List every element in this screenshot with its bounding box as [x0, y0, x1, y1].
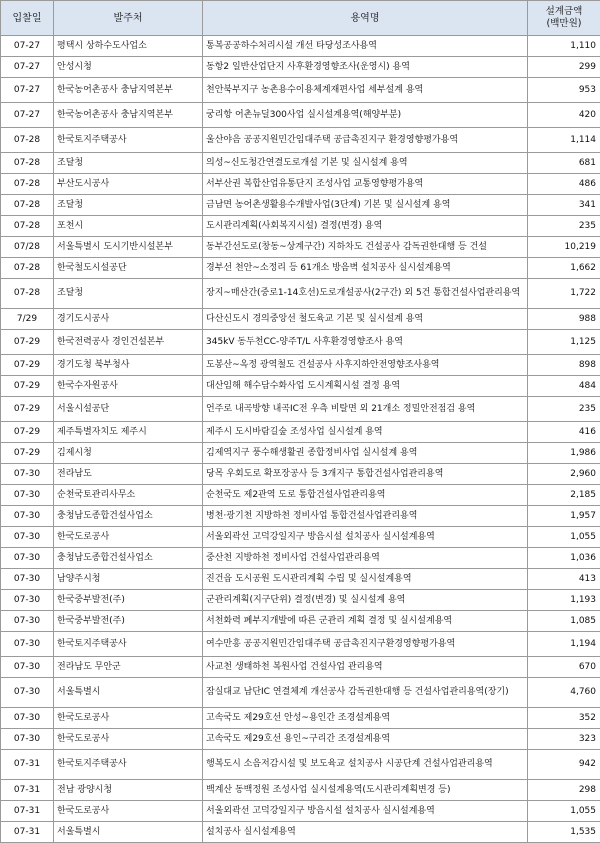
cell-date: 07-28 — [1, 174, 54, 195]
cell-date: 07-31 — [1, 780, 54, 801]
table-row — [1, 174, 600, 195]
cell-org: 한국전력공사 경인건설본부 — [54, 330, 203, 355]
cell-name: 잠실대교 남단IC 연결체계 개선공사 감독권한대행 등 건설사업관리용역(장기) — [203, 678, 528, 708]
cell-date: 07-30 — [1, 569, 54, 590]
table-row — [1, 128, 600, 153]
cell-name: 345kV 동두천CC-양주T/L 사후환경영향조사 용역 — [203, 330, 528, 355]
cell-name: 도봉산~옥정 광역철도 건설공사 사후지하안전영향조사용역 — [203, 355, 528, 376]
cell-date: 07-27 — [1, 78, 54, 103]
table-row — [1, 355, 600, 376]
table-row — [1, 464, 600, 485]
cell-date: 07-30 — [1, 708, 54, 729]
cell-org: 한국도로공사 — [54, 708, 203, 729]
cell-amount: 953 — [528, 78, 600, 103]
cell-name: 도시관리계획(사회복지시설) 결정(변경) 용역 — [203, 216, 528, 237]
cell-name: 서울외곽선 고덕강일지구 방음시설 설치공사 실시설계용역 — [203, 801, 528, 822]
cell-org: 한국수자원공사 — [54, 376, 203, 397]
cell-amount: 299 — [528, 57, 600, 78]
cell-org: 전라남도 — [54, 464, 203, 485]
cell-amount: 1,110 — [528, 36, 600, 57]
cell-org: 한국중부발전(주) — [54, 590, 203, 611]
cell-org: 서울특별시 — [54, 678, 203, 708]
cell-amount: 1,194 — [528, 632, 600, 657]
cell-amount: 298 — [528, 780, 600, 801]
cell-org: 남양주시청 — [54, 569, 203, 590]
cell-org: 경기도청 북부청사 — [54, 355, 203, 376]
cell-name: 행복도시 소음저감시설 및 보도육교 설치공사 시공단계 건설사업관리용역 — [203, 750, 528, 780]
cell-amount: 2,960 — [528, 464, 600, 485]
cell-amount: 1,036 — [528, 548, 600, 569]
table-row — [1, 216, 600, 237]
cell-date: 07-27 — [1, 36, 54, 57]
cell-date: 07-30 — [1, 678, 54, 708]
cell-date: 07-30 — [1, 464, 54, 485]
table-row — [1, 729, 600, 750]
cell-name: 설치공사 실시설계용역 — [203, 822, 528, 843]
cell-name: 군관리계획(지구단위) 결정(변경) 및 실시설계 용역 — [203, 590, 528, 611]
cell-amount: 1,055 — [528, 801, 600, 822]
table-row — [1, 103, 600, 128]
cell-name: 장지~매산간(중로1-14호선)도로개설공사(2구간) 외 5건 통합건설사업관리용역 — [203, 279, 528, 309]
cell-amount: 2,185 — [528, 485, 600, 506]
cell-amount: 670 — [528, 657, 600, 678]
cell-org: 조달청 — [54, 279, 203, 309]
cell-org: 조달청 — [54, 153, 203, 174]
table-row — [1, 309, 600, 330]
table-row — [1, 376, 600, 397]
cell-org: 한국토지주택공사 — [54, 128, 203, 153]
cell-amount: 4,760 — [528, 678, 600, 708]
cell-name: 고속국도 제29호선 안성~용인간 조경설계용역 — [203, 708, 528, 729]
cell-date: 07-30 — [1, 590, 54, 611]
table-row — [1, 397, 600, 422]
table-row — [1, 485, 600, 506]
cell-date: 07-30 — [1, 611, 54, 632]
cell-name: 다산신도시 경의중앙선 철도육교 기본 및 실시설계 용역 — [203, 309, 528, 330]
cell-date: 07-30 — [1, 729, 54, 750]
table-row — [1, 590, 600, 611]
cell-name: 동부간선도로(창동~상계구간) 지하차도 건설공사 감독권한대행 등 건설 — [203, 237, 528, 258]
cell-amount: 1,957 — [528, 506, 600, 527]
cell-amount: 1,125 — [528, 330, 600, 355]
cell-name: 동항2 일반산업단지 사후환경영향조사(운영시) 용역 — [203, 57, 528, 78]
table-row — [1, 780, 600, 801]
cell-amount: 323 — [528, 729, 600, 750]
cell-amount: 1,986 — [528, 443, 600, 464]
cell-name: 천안북부지구 농촌용수이용체계재편사업 세부설계 용역 — [203, 78, 528, 103]
cell-date: 07-30 — [1, 485, 54, 506]
cell-org: 부산도시공사 — [54, 174, 203, 195]
cell-amount: 1,722 — [528, 279, 600, 309]
cell-date: 07-30 — [1, 657, 54, 678]
cell-date: 07-28 — [1, 258, 54, 279]
cell-amount: 681 — [528, 153, 600, 174]
cell-name: 사교천 생태하천 복원사업 건설사업 관리용역 — [203, 657, 528, 678]
cell-date: 07-30 — [1, 506, 54, 527]
cell-date: 07-31 — [1, 750, 54, 780]
cell-name: 금남면 농어촌생활용수개발사업(3단계) 기본 및 실시설계 용역 — [203, 195, 528, 216]
cell-org: 한국중부발전(주) — [54, 611, 203, 632]
cell-org: 한국도로공사 — [54, 801, 203, 822]
cell-date: 07-29 — [1, 397, 54, 422]
cell-date: 07-27 — [1, 103, 54, 128]
cell-org: 한국도로공사 — [54, 527, 203, 548]
header-date: 입찰일 — [1, 1, 54, 36]
cell-name: 궁리항 어촌뉴딜300사업 실시설계용역(해양부분) — [203, 103, 528, 128]
table-row — [1, 569, 600, 590]
cell-date: 07-28 — [1, 128, 54, 153]
table-row — [1, 548, 600, 569]
cell-name: 백계산 동백정원 조성사업 실시설계용역(도시관리계획변경 등) — [203, 780, 528, 801]
cell-org: 한국토지주택공사 — [54, 750, 203, 780]
cell-date: 07-27 — [1, 57, 54, 78]
table-row — [1, 57, 600, 78]
cell-org: 안성시청 — [54, 57, 203, 78]
cell-date: 07-29 — [1, 422, 54, 443]
table-row — [1, 657, 600, 678]
table-row — [1, 422, 600, 443]
cell-amount: 942 — [528, 750, 600, 780]
cell-amount: 484 — [528, 376, 600, 397]
cell-name: 고속국도 제29호선 용인~구리간 조경설계용역 — [203, 729, 528, 750]
cell-name: 대산임해 해수담수화사업 도시계획시설 결정 용역 — [203, 376, 528, 397]
cell-amount: 1,662 — [528, 258, 600, 279]
cell-name: 서울외곽선 고덕강일지구 방음시설 설치공사 실시설계용역 — [203, 527, 528, 548]
cell-amount: 235 — [528, 216, 600, 237]
cell-name: 순천국도 제2관역 도로 통합건설사업관리용역 — [203, 485, 528, 506]
header-row — [1, 1, 600, 36]
header-amount — [528, 1, 600, 36]
cell-org: 전남 광양시청 — [54, 780, 203, 801]
cell-name: 경부선 천안~소정리 등 61개소 방음벽 설치공사 실시설계용역 — [203, 258, 528, 279]
cell-date: 07-29 — [1, 330, 54, 355]
cell-amount: 1,535 — [528, 822, 600, 843]
cell-org: 한국농어촌공사 충남지역본부 — [54, 78, 203, 103]
cell-org: 한국도로공사 — [54, 729, 203, 750]
header-org: 발주처 — [54, 1, 203, 36]
cell-org: 평택시 상하수도사업소 — [54, 36, 203, 57]
cell-date: 07-30 — [1, 548, 54, 569]
cell-name: 언주로 내곡방향 내곡IC전 우측 비탈면 외 21개소 정밀안전점검 용역 — [203, 397, 528, 422]
table-row — [1, 801, 600, 822]
cell-amount: 352 — [528, 708, 600, 729]
table-row — [1, 678, 600, 708]
table-row — [1, 750, 600, 780]
table-row — [1, 279, 600, 309]
cell-date: 07-28 — [1, 153, 54, 174]
table-row — [1, 443, 600, 464]
cell-date: 07-30 — [1, 527, 54, 548]
cell-org: 경기도시공사 — [54, 309, 203, 330]
header-name: 용역명 — [203, 1, 528, 36]
cell-date: 07-28 — [1, 216, 54, 237]
cell-date: 07-30 — [1, 632, 54, 657]
cell-name: 병천·광기천 지방하천 정비사업 통합건설사업관리용역 — [203, 506, 528, 527]
cell-amount: 416 — [528, 422, 600, 443]
cell-date: 07-28 — [1, 195, 54, 216]
cell-amount: 341 — [528, 195, 600, 216]
cell-amount: 1,114 — [528, 128, 600, 153]
cell-org: 충청남도종합건설사업소 — [54, 548, 203, 569]
cell-org: 조달청 — [54, 195, 203, 216]
table-row — [1, 330, 600, 355]
header-amount-line1: 설계금액 — [546, 6, 583, 17]
cell-name: 서부산권 복합산업유통단지 조성사업 교통영향평가용역 — [203, 174, 528, 195]
cell-amount: 988 — [528, 309, 600, 330]
cell-name: 울산야음 공공지원민간임대주택 공급촉진지구 환경영향평가용역 — [203, 128, 528, 153]
cell-amount: 235 — [528, 397, 600, 422]
cell-date: 07-28 — [1, 279, 54, 309]
cell-name: 당목 우회도로 확포장공사 등 3개지구 통합건설사업관리용역 — [203, 464, 528, 485]
cell-org: 한국농어촌공사 충남지역본부 — [54, 103, 203, 128]
cell-amount: 1,085 — [528, 611, 600, 632]
cell-date: 07-31 — [1, 822, 54, 843]
cell-amount: 10,219 — [528, 237, 600, 258]
cell-name: 서천화력 폐부지개발에 따른 군관리 계획 결정 및 실시설계용역 — [203, 611, 528, 632]
table-row — [1, 153, 600, 174]
cell-amount: 420 — [528, 103, 600, 128]
cell-name: 김제역지구 풍수해생활권 종합정비사업 실시설계 용역 — [203, 443, 528, 464]
cell-org: 순천국토관리사무소 — [54, 485, 203, 506]
cell-org: 김제시청 — [54, 443, 203, 464]
cell-name: 통복공공하수처리시설 개선 타당성조사용역 — [203, 36, 528, 57]
cell-org: 서울시설공단 — [54, 397, 203, 422]
table-row — [1, 527, 600, 548]
cell-org: 한국철도시설공단 — [54, 258, 203, 279]
cell-name: 중산천 지방하천 정비사업 건설사업관리용역 — [203, 548, 528, 569]
table-row — [1, 822, 600, 843]
cell-date: 07/28 — [1, 237, 54, 258]
table-row — [1, 258, 600, 279]
table-row — [1, 506, 600, 527]
table-row — [1, 36, 600, 57]
table-row — [1, 195, 600, 216]
cell-date: 7/29 — [1, 309, 54, 330]
table-row — [1, 237, 600, 258]
cell-date: 07-29 — [1, 443, 54, 464]
cell-org: 포천시 — [54, 216, 203, 237]
cell-org: 한국토지주택공사 — [54, 632, 203, 657]
cell-name: 제주시 도시바람길숲 조성사업 실시설계 용역 — [203, 422, 528, 443]
cell-name: 의성~신도청간연결도로개설 기본 및 실시설계 용역 — [203, 153, 528, 174]
cell-amount: 898 — [528, 355, 600, 376]
cell-amount: 1,055 — [528, 527, 600, 548]
cell-date: 07-29 — [1, 376, 54, 397]
cell-amount: 1,193 — [528, 590, 600, 611]
cell-org: 충청남도종합건설사업소 — [54, 506, 203, 527]
cell-org: 제주특별자치도 제주시 — [54, 422, 203, 443]
table-row — [1, 611, 600, 632]
table-row — [1, 708, 600, 729]
table-row — [1, 632, 600, 657]
table-row — [1, 78, 600, 103]
cell-org: 전라남도 무안군 — [54, 657, 203, 678]
cell-org: 서울특별시 도시기반시설본부 — [54, 237, 203, 258]
cell-name: 여수만흥 공공지원민간임대주택 공급촉진지구환경영향평가용역 — [203, 632, 528, 657]
cell-amount: 486 — [528, 174, 600, 195]
cell-date: 07-29 — [1, 355, 54, 376]
header-amount-line2: (백만원) — [547, 18, 582, 29]
cell-org: 서울특별시 — [54, 822, 203, 843]
cell-name: 진건읍 도시공원 도시관리계획 수립 및 실시설계용역 — [203, 569, 528, 590]
cell-amount: 413 — [528, 569, 600, 590]
cell-date: 07-31 — [1, 801, 54, 822]
